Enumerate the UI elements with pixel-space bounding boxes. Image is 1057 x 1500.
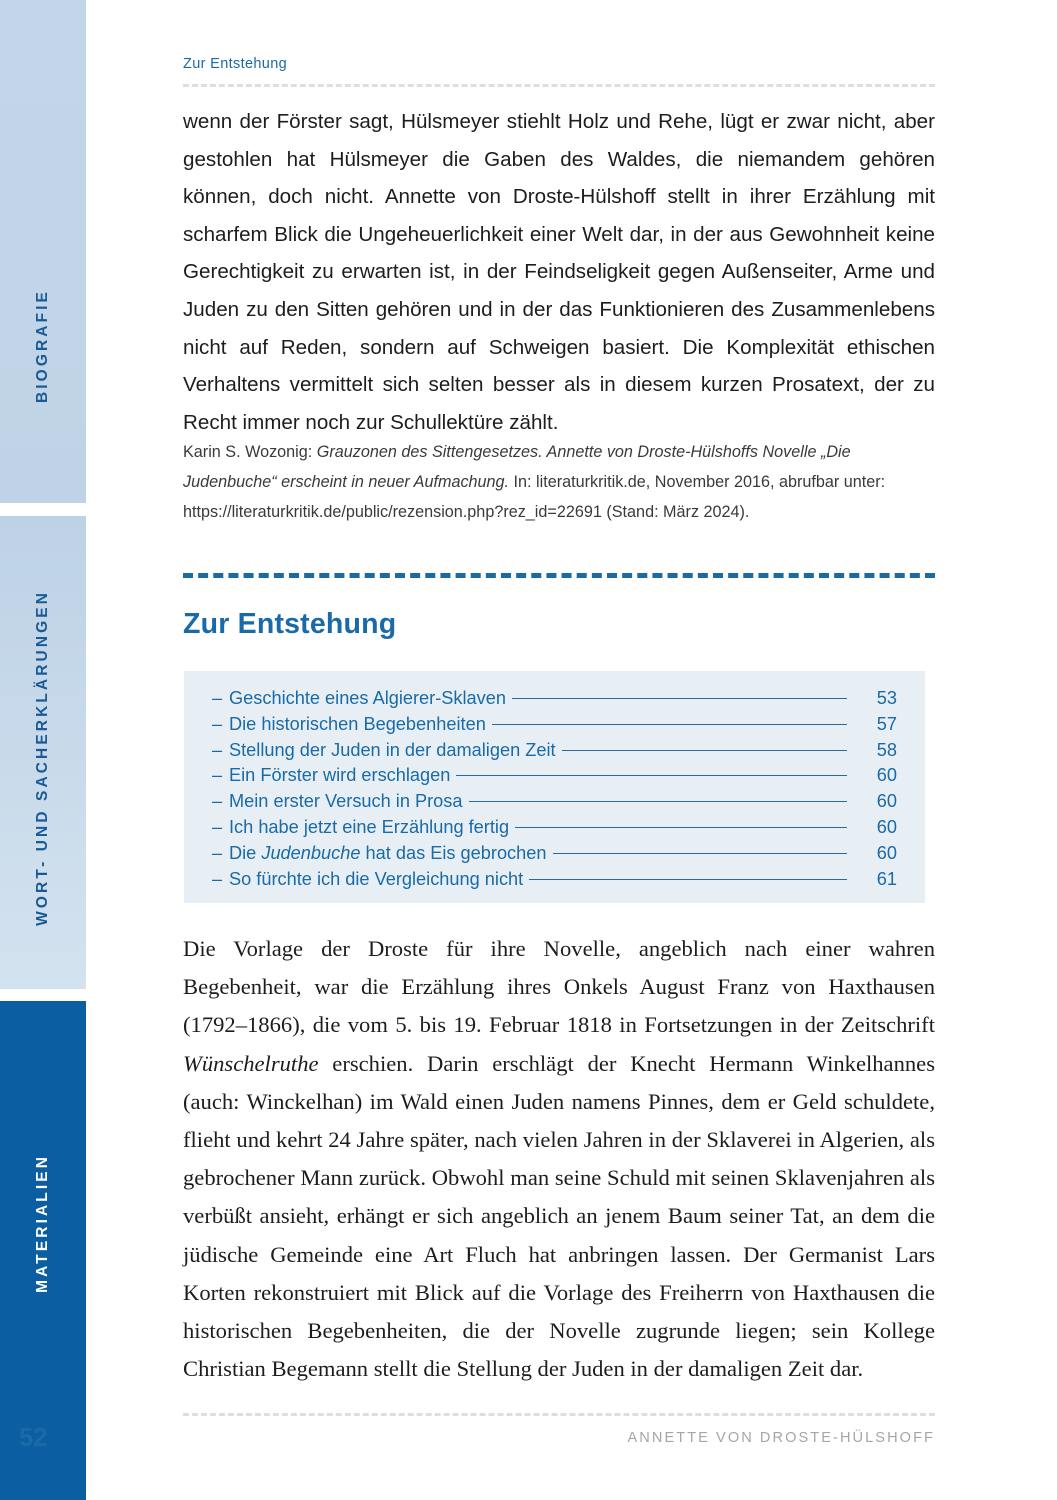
toc-dash-icon: –: [212, 688, 223, 708]
toc-leader-line: [515, 827, 847, 828]
toc-dash-icon: –: [212, 791, 223, 812]
toc-dash-icon: –: [212, 868, 223, 889]
citation-rest: In: literaturkritik.de, November 2016, abrufbar unter: https://literaturkritik.de/public/rezension.php?rez_id=22691 (Stand: März 2024).: [183, 473, 886, 521]
toc-entry[interactable]: [212, 817, 897, 843]
toc-entry-label: Geschichte eines Algierer-Sklaven: [229, 688, 506, 708]
toc-entry-page: 60: [876, 842, 897, 863]
toc-entry-label: Ein Förster wird erschlagen: [229, 765, 451, 786]
footer-book-title: ANNETTE VON DROSTE-HÜLSHOFF: [627, 1430, 935, 1446]
citation-title: Grauzonen des Sittengesetzes. Annette von Droste-Hülshoffs Novelle „Die Judenbuche“ erscheint in neuer Aufmachung.: [183, 443, 851, 491]
toc-entry-label: Stellung der Juden in der damaligen Zeit: [229, 739, 556, 760]
footer-divider: [183, 1413, 935, 1416]
sidebar-tab-biografie[interactable]: [0, 0, 86, 503]
header-divider: [183, 84, 935, 87]
toc-entry-page: 60: [876, 816, 897, 837]
toc-entry-label: So fürchte ich die Vergleichung nicht: [229, 868, 524, 889]
toc-leader-line: [553, 853, 848, 854]
toc-entry-label-post: hat das Eis gebrochen: [360, 842, 547, 863]
origin-journal-title: Wünschelruthe: [183, 1050, 319, 1076]
origin-paragraph-part1: Die Vorlage der Droste für ihre Novelle, angeblich nach einer wahren Begebenheit, war die Erzählung ihres Onkels August Franz von Haxthausen (1792–1866), die vom 5. bis 19. Februar 1818 in Fortsetzungen in der Zeitschrift: [183, 936, 935, 1038]
sidebar-tab-strip: [0, 0, 86, 1500]
toc-entry-page: 61: [876, 868, 897, 889]
toc-entry[interactable]: [212, 765, 897, 791]
origin-paragraph-part2: erschien. Darin erschlägt der Knecht Hermann Winkelhannes (auch: Winckelhan) im Wald einen Juden namens Pinnes, dem er Geld schuldete, flieht und kehrt 24 Jahre später, nach vielen Jahren in der Sklaverei in Algerien, als gebrochener Mann zurück. Obwohl man seine Schuld mit seinen Sklavenjahren als verbüßt ansieht, erhängt er sich angeblich an jenem Baum seiner Tat, an dem die jüdische Gemeinde eine Art Fluch hat anbringen lassen. Der Germanist Lars Korten rekonstruiert mit Blick auf die Vorlage des Freiherrn von Haxthausen die historischen Begebenheiten, die der Novelle zugrunde liegen; sein Kollege Christian Begemann stellt die Stellung der Juden in der damaligen Zeit dar.: [183, 1050, 935, 1382]
page-number: 52: [19, 1424, 48, 1452]
sidebar-tab-wort-und-sacherklaerungen[interactable]: [0, 516, 86, 989]
origin-paragraph: [183, 930, 935, 1388]
toc-dash-icon: –: [212, 739, 223, 760]
toc-entry[interactable]: [212, 740, 897, 766]
citation-source: [183, 437, 935, 527]
toc-entry-page: 57: [876, 713, 897, 734]
toc-entry[interactable]: [212, 791, 897, 817]
toc-leader-line: [492, 724, 847, 725]
section-divider: [183, 573, 935, 578]
toc-leader-line: [562, 750, 847, 751]
toc-dash-icon: –: [212, 842, 223, 863]
toc-entry[interactable]: [212, 688, 897, 714]
toc-entry[interactable]: [212, 843, 897, 869]
toc-entry-label: Ich habe jetzt eine Erzählung fertig: [229, 816, 510, 837]
toc-entry-label-pre: Die: [229, 842, 262, 863]
toc-leader-line: [456, 775, 847, 776]
toc-entry[interactable]: [212, 869, 897, 895]
toc-entry-label: Die historischen Begebenheiten: [229, 713, 486, 734]
toc-entry-page: 53: [876, 688, 897, 708]
running-head: Zur Entstehung: [183, 56, 288, 72]
toc-entry-page: 58: [876, 739, 897, 760]
toc-entry-label: Mein erster Versuch in Prosa: [229, 791, 463, 812]
quoted-review-paragraph: wenn der Förster sagt, Hülsmeyer stiehlt Holz und Rehe, lügt er zwar nicht, aber gestohlen hat Hülsmeyer die Gaben des Waldes, die niemandem gehören können, doch nicht. Annette von Droste-Hülshoff stellt in ihrer Erzählung mit scharfem Blick die Ungeheuerlichkeit einer Welt dar, in der aus Gewohnheit keine Gerechtigkeit zu erwarten ist, in der Feindseligkeit gegen Außenseiter, Arme und Juden zu den Sitten gehören und in der das Funktionieren des Zusammenlebens nicht auf Reden, sondern auf Schweigen basiert. Die Komplexität ethischen Verhaltens vermittelt sich selten besser als in diesem kurzen Prosatext, der zu Recht immer noch zur Schullektüre zählt.: [183, 110, 935, 434]
citation-author: Karin S. Wozonig:: [183, 443, 317, 461]
table-of-contents-box: [184, 671, 925, 903]
toc-entry[interactable]: [212, 714, 897, 740]
toc-leader-line: [529, 879, 847, 880]
toc-leader-line: [469, 801, 847, 802]
toc-entry-page: 60: [876, 791, 897, 812]
toc-entry-label-italic: Judenbuche: [261, 842, 361, 863]
toc-dash-icon: –: [212, 816, 223, 837]
toc-dash-icon: –: [212, 765, 223, 786]
toc-entry-page: 60: [876, 765, 897, 786]
toc-entry-label: [229, 843, 553, 864]
toc-dash-icon: –: [212, 713, 223, 734]
page-content: [86, 0, 1057, 1500]
sidebar-tab-wort-und-sacherklaerungen-label: WORT- UND SACHERKLÄRUNGEN: [34, 589, 52, 926]
sidebar-tab-materialien-label: MATERIALIEN: [34, 1153, 52, 1293]
sidebar-tab-biografie-label: BIOGRAFIE: [34, 289, 52, 404]
page-title: Zur Entstehung: [183, 608, 397, 640]
toc-leader-line: [512, 698, 847, 699]
